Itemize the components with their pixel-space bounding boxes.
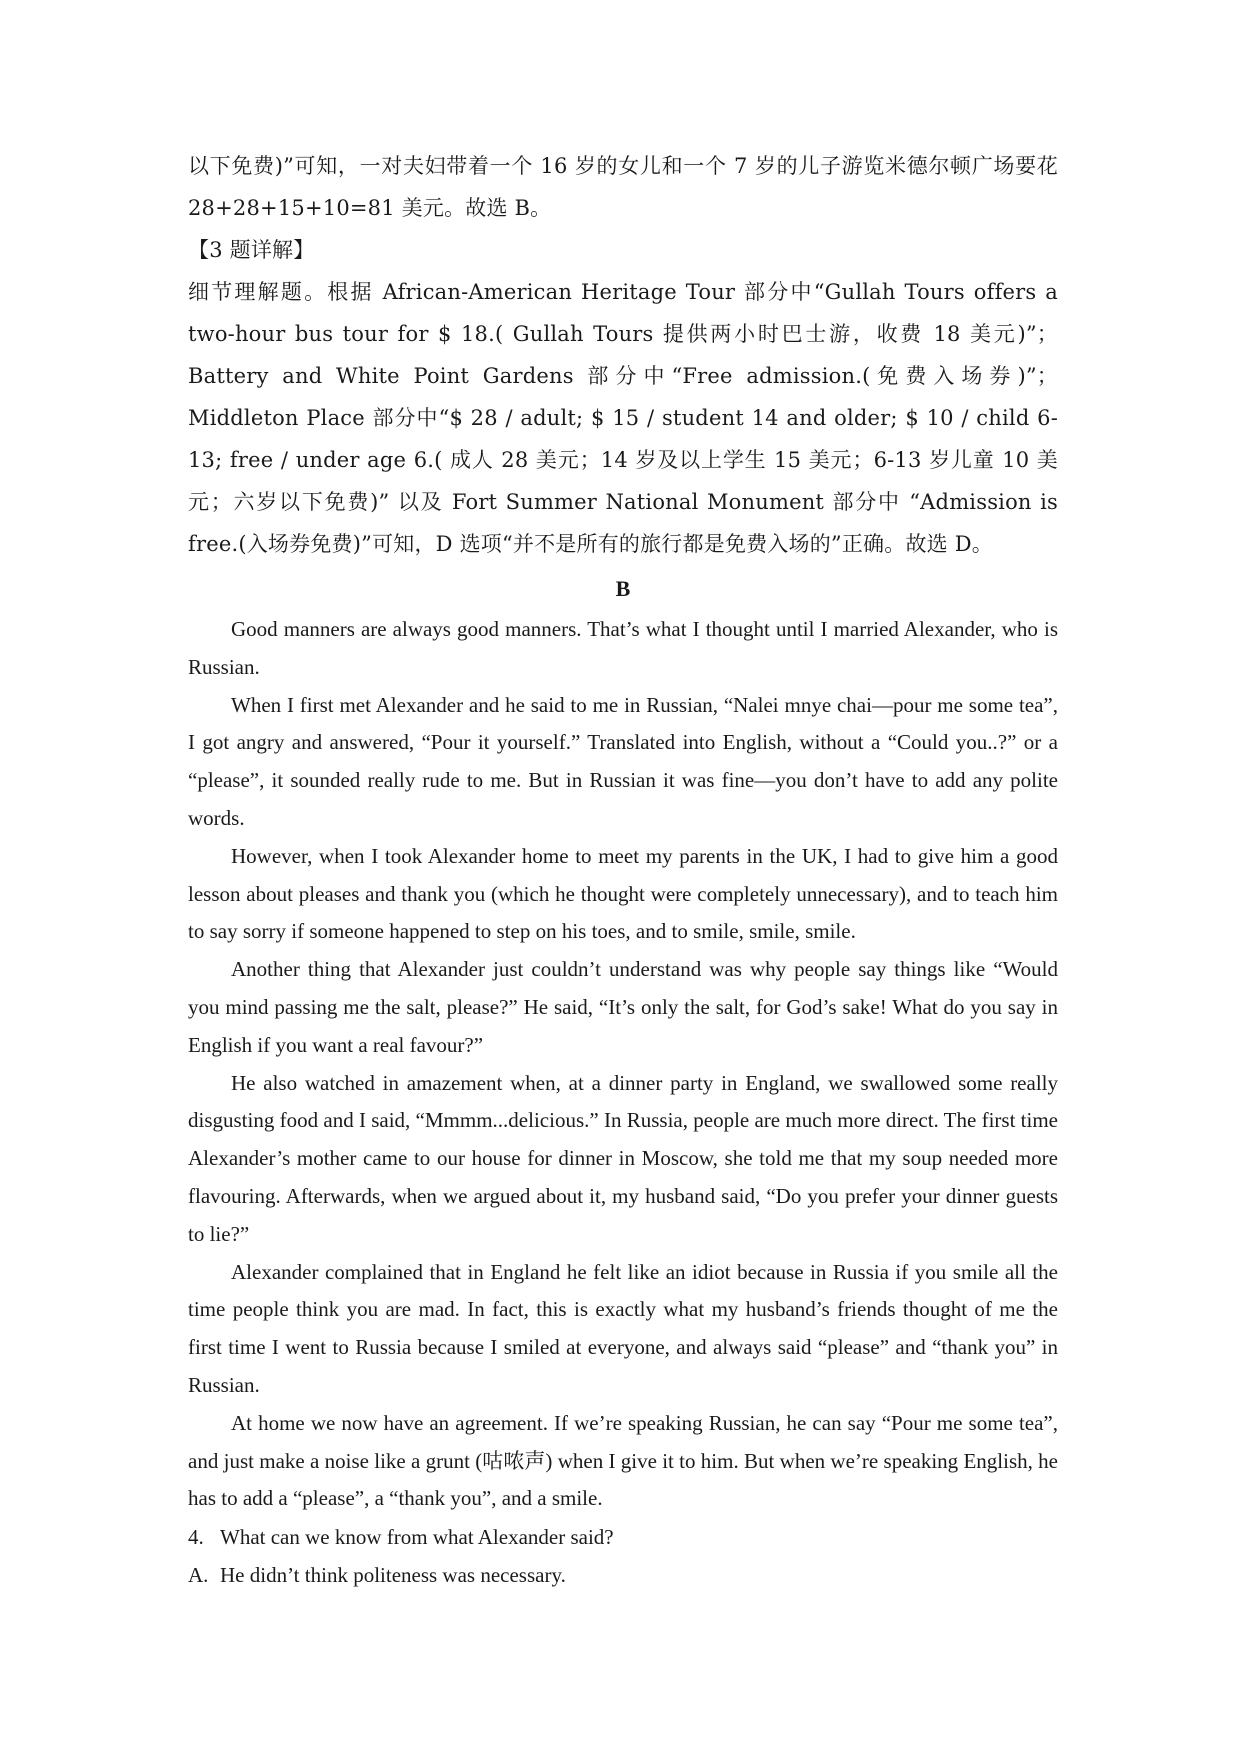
passage-paragraph: Good manners are always good manners. That’s what I thought until I married Alexander, who is Russian.: [188, 617, 1058, 679]
question-text: What can we know from what Alexander said?: [220, 1525, 614, 1550]
analysis-paragraph: 以下免费)”可知，一对夫妇带着一个 16 岁的女儿和一个 7 岁的儿子游览米德尔顿广场要花 28+28+15+10=81 美元。故选 B。: [188, 154, 1058, 220]
passage-paragraph: However, when I took Alexander home to meet my parents in the UK, I had to give him a good lesson about pleases and thank you (which he thought were completely unnecessary), and to teach him to say sorry if someone happened to step on his toes, and to smile, smile, smile.: [188, 843, 1058, 944]
question-4: [188, 1518, 1058, 1556]
option-text: He didn’t think politeness was necessary.: [220, 1563, 566, 1588]
question-3-detail-heading: 【3 题详解】: [188, 238, 315, 262]
section-heading: B: [615, 576, 631, 601]
option-a: [188, 1556, 1058, 1594]
passage-paragraph: When I first met Alexander and he said to me in Russian, “Nalei mnye chai—pour me some tea”, I got angry and answered, “Pour it yourself.” Translated into English, without a “Could you..?” or a “please”, it sounded really rude to me. But in Russian it was fine—you don’t have to add any polite words.: [188, 692, 1058, 830]
question-number: 4.: [188, 1525, 204, 1550]
passage-paragraph: At home we now have an agreement. If we’re speaking Russian, he can say “Pour me some tea”, and just make a noise like a grunt (咕哝声) when I give it to him. But when we’re speaking English, he has to add a “please”, a “thank you”, and a smile.: [188, 1410, 1058, 1511]
analysis-paragraph: 细节理解题。根据 African-American Heritage Tour 部分中“Gullah Tours offers a two-hour bus tour for $ 18.( Gullah Tours 提供两小时巴士游，收费 18 美元)”；Battery and White Point Gardens 部分中“Free admission.(免费入场券)”；Middleton Place 部分中“$ 28 / adult; $ 15 / student 14 and older; $ 10 / child 6-13; free / under age 6.( 成人 28 美元；14 岁及以上学生 15 美元；6-13 岁儿童 10 美元；六岁以下免费)” 以及 Fort Summer National Monument 部分中 “Admission is free.(入场券免费)”可知，D 选项“并不是所有的旅行都是免费入场的”正确。故选 D。: [188, 280, 1058, 556]
passage-paragraph: He also watched in amazement when, at a dinner party in England, we swallowed some really disgusting food and I said, “Mmmm...delicious.” In Russia, people are much more direct. The first time Alexander’s mother came to our house for dinner in Moscow, she told me that my soup needed more flavouring. Afterwards, when we argued about it, my husband said, “Do you prefer your dinner guests to lie?”: [188, 1070, 1058, 1246]
option-letter: A.: [188, 1563, 209, 1588]
passage-paragraph: Another thing that Alexander just couldn’t understand was why people say things like “Would you mind passing me the salt, please?” He said, “It’s only the salt, for God’s sake! What do you say in English if you want a real favour?”: [188, 957, 1058, 1057]
document-page: [188, 145, 1058, 1594]
passage-paragraph: Alexander complained that in England he felt like an idiot because in Russia if you smile all the time people think you are mad. In fact, this is exactly what my husband’s friends thought of me the first time I went to Russia because I smiled at everyone, and always said “please” and “thank you” in Russian.: [188, 1259, 1058, 1397]
